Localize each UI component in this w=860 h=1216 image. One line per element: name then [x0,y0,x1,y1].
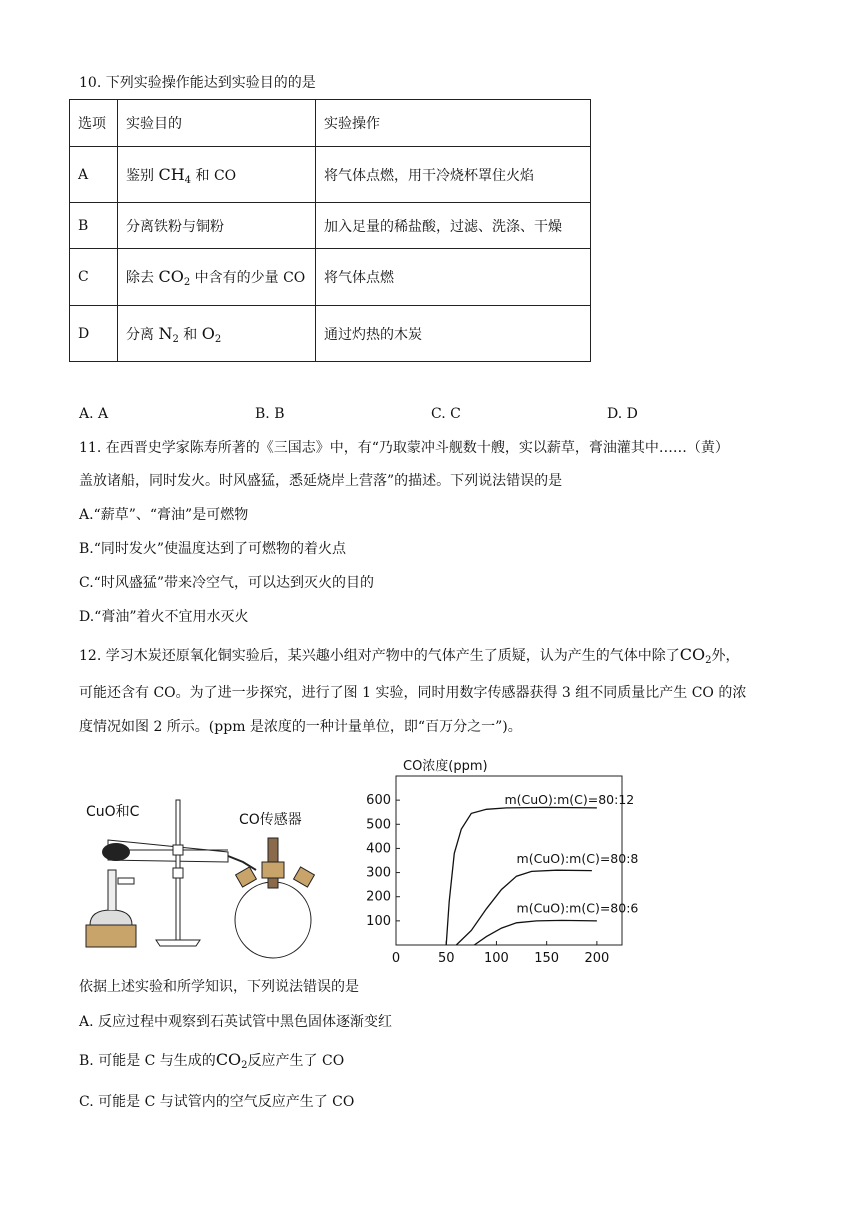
alcohol-lamp [90,910,132,925]
stand-clamp [173,845,183,855]
q10-stem: 10. 下列实验操作能达到实验目的的是 [79,75,316,91]
row-operation: 将气体点燃 [316,249,591,306]
table-row [70,249,591,306]
q11-option-c[interactable]: C.“时风盛猛”带来冷空气，可以达到灭火的目的 [79,575,374,591]
row-purpose: 除去 $CO_2$ 中含有的少量 CO [118,249,316,306]
q12-stem-line-1: 12. 学习木炭还原氧化铜实验后，某兴趣小组对产物中的气体产生了质疑，认为产生的气体中除了$CO_2$外， [79,645,740,666]
apparatus-label-co-sensor: CO传感器 [239,812,302,828]
table-header-row [70,100,591,147]
series-line [446,807,597,945]
x-tick-label: 200 [584,951,610,966]
series-label: m(CuO):m(C)=80:8 [516,850,639,866]
stand-base [156,940,200,946]
table-row [70,306,591,362]
x-tick-label: 0 [391,951,401,966]
q11-option-a[interactable]: A.“薪草”、“膏油”是可燃物 [79,507,249,523]
x-tick-label: 50 [437,951,455,966]
row-operation: 加入足量的稀盐酸，过滤、洗涤、干燥 [316,203,591,249]
x-tick-label: 150 [534,951,560,966]
header-operation: 实验操作 [316,100,591,147]
flask-side-stopper [294,867,315,887]
q12-stem-line-3: 度情况如图 2 所示。(ppm 是浓度的一种计量单位，即“百万分之一”)。 [79,719,522,735]
y-tick-label: 500 [366,817,391,833]
q12-after-stem: 依据上述实验和所学知识，下列说法错误的是 [79,979,359,995]
series-label: m(CuO):m(C)=80:6 [516,900,639,916]
clamp-screw [118,878,134,884]
header-purpose: 实验目的 [118,100,316,147]
series-label: m(CuO):m(C)=80:12 [504,791,635,807]
header-option: 选项 [70,100,118,147]
q10-table [69,99,591,362]
y-tick-label: 400 [366,841,391,857]
row-option: A [70,147,118,203]
lamp-chimney [108,870,116,910]
tube-contents [102,843,130,861]
q12-option-a[interactable]: A. 反应过程中观察到石英试管中黑色固体逐渐变红 [79,1014,393,1030]
chart-title: CO浓度(ppm) [403,759,488,774]
q11-stem-line-2: 盖放诸船，同时发火。时风盛猛，悉延烧岸上营落”的描述。下列说法错误的是 [79,473,563,489]
flask-stopper [262,862,284,878]
q12-option-c[interactable]: C. 可能是 C 与试管内的空气反应产生了 CO [79,1094,355,1110]
y-tick-label: 100 [366,913,391,929]
q10-choice-c[interactable]: C. C [431,406,461,422]
apparatus-label-cuo-c: CuO和C [86,804,140,820]
heating-block [86,925,136,947]
q11-stem-line-1: 11. 在西晋史学家陈寿所著的《三国志》中，有“乃取蒙冲斗舰数十艘，实以薪草，膏油灌其中……（黄） [79,440,729,456]
row-purpose: 分离铁粉与铜粉 [118,203,316,249]
q11-option-d[interactable]: D.“膏油”着火不宜用水灭火 [79,609,249,625]
row-option: D [70,306,118,362]
row-operation: 将气体点燃，用干冷烧杯罩住火焰 [316,147,591,203]
series-line [474,920,597,945]
co-concentration-chart [345,752,639,974]
row-purpose: 分离 $N_2$ 和 $O_2$ [118,306,316,362]
connector-tube [228,856,256,870]
stand-clamp [173,868,183,878]
flask-side-stopper [236,867,257,887]
row-option: C [70,249,118,306]
row-option: B [70,203,118,249]
table-row [70,203,591,249]
three-neck-flask [235,882,311,958]
row-operation: 通过灼热的木炭 [316,306,591,362]
q12-stem-line-2: 可能还含有 CO。为了进一步探究，进行了图 1 实验，同时用数字传感器获得 3 组不同质量比产生 CO 的浓 [79,685,747,701]
row-purpose: 鉴别 $CH_4$ 和 CO [118,147,316,203]
q11-option-b[interactable]: B.“同时发火”使温度达到了可燃物的着火点 [79,541,347,557]
y-tick-label: 200 [366,889,391,905]
q10-choice-a[interactable]: A. A [79,406,109,422]
q10-choice-b[interactable]: B. B [255,406,285,422]
apparatus-figure [78,770,340,970]
table-row [70,147,591,203]
x-tick-label: 100 [484,951,509,966]
y-tick-label: 300 [366,865,391,881]
q10-choice-d[interactable]: D. D [607,406,638,422]
q12-option-b[interactable]: B. 可能是 C 与生成的$CO_2$反应产生了 CO [79,1050,345,1071]
y-tick-label: 600 [366,793,391,809]
